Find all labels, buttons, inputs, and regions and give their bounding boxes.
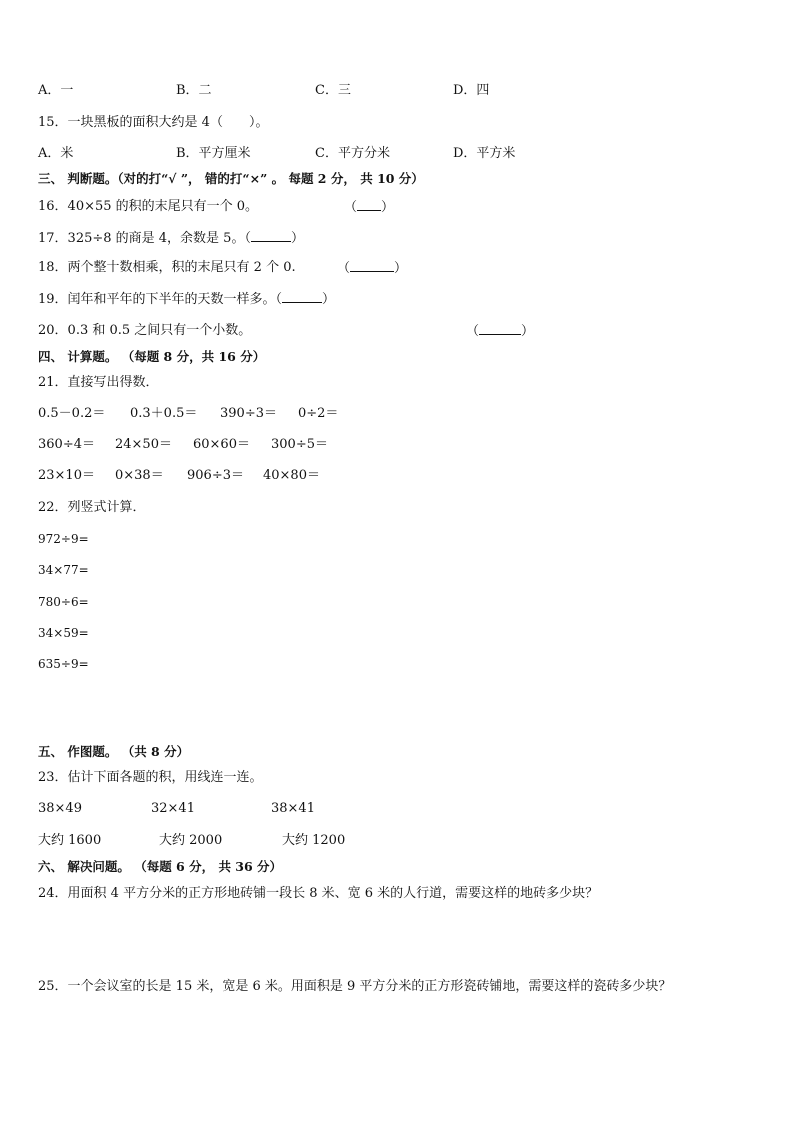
q19-text: 19．闰年和平年的下半年的天数一样多。（ (38, 292, 283, 307)
q18-paren-open: （ (337, 261, 351, 276)
q16-paren-open: （ (344, 200, 358, 215)
q21-item: 23×10＝ (38, 468, 95, 483)
q21-item: 60×60＝ (193, 437, 250, 452)
q19-paren-close: ） (322, 292, 336, 307)
q18-answer-blank[interactable] (337, 260, 407, 277)
q15-option-b: B．平方厘米 (176, 146, 251, 161)
q20-paren-open: （ (466, 324, 480, 339)
q23-expression: 32×41 (151, 801, 195, 816)
q17-line (38, 230, 304, 247)
q17-paren-close: ） (290, 231, 304, 246)
q15-option-c: C．平方分米 (315, 146, 390, 161)
q21-item: 0.3＋0.5＝ (130, 406, 198, 421)
q23-estimate: 大约 2000 (159, 833, 223, 848)
q16-answer-blank[interactable] (344, 199, 394, 216)
q16-blank-line (357, 199, 381, 211)
q16-text: 16．40×55 的积的末尾只有一个 0。 (38, 199, 259, 214)
section-3-title: 三、 判断题。（对的打“√ ”， 错的打“×” 。 每题 2 分， 共 10 分） (38, 171, 424, 186)
q18-text: 18．两个整十数相乘，积的末尾只有 2 个 0. (38, 260, 296, 275)
q25-text: 25．一个会议室的长是 15 米，宽是 6 米。用面积是 9 平方分米的正方形瓷砖铺地，需要这样的瓷砖多少块？ (38, 979, 672, 994)
q19-line (38, 291, 335, 308)
q14-option-a: A．一 (38, 83, 74, 98)
q14-option-d: D．四 (453, 83, 490, 98)
q20-answer-blank[interactable] (466, 323, 534, 340)
q21-item: 360÷4＝ (38, 437, 95, 452)
q21-item: 300÷5＝ (271, 437, 328, 452)
q22-item: 780÷6= (38, 595, 89, 609)
q18-blank-line (350, 260, 394, 272)
q23-expression: 38×41 (271, 801, 315, 816)
q20-text: 20．0.3 和 0.5 之间只有一个小数。 (38, 323, 252, 338)
q21-item: 0.5－0.2＝ (38, 406, 106, 421)
q23-estimate: 大约 1200 (282, 833, 346, 848)
q15-option-a: A．米 (38, 146, 74, 161)
q21-item: 0×38＝ (115, 468, 164, 483)
section-6-title: 六、 解决问题。 （每题 6 分， 共 36 分） (38, 859, 283, 874)
q22-item: 635÷9= (38, 657, 89, 671)
q21-item: 390÷3＝ (220, 406, 277, 421)
q20-paren-close: ） (521, 324, 535, 339)
q21-item: 0÷2＝ (298, 406, 339, 421)
q22-item: 34×77= (38, 563, 89, 577)
q20-blank-line (479, 323, 521, 335)
section-5-title: 五、 作图题。 （共 8 分） (38, 744, 190, 759)
q16-paren-close: ） (381, 200, 395, 215)
section-4-title: 四、 计算题。 （每题 8 分，共 16 分） (38, 349, 266, 364)
q22-item: 34×59= (38, 626, 89, 640)
q23-estimate: 大约 1600 (38, 833, 102, 848)
q21-item: 906÷3＝ (187, 468, 244, 483)
q21-item: 40×80＝ (263, 468, 320, 483)
q15-stem: 15．一块黑板的面积大约是 4（ ）。 (38, 115, 269, 130)
q22-stem: 22．列竖式计算． (38, 500, 146, 515)
q21-item: 24×50＝ (115, 437, 172, 452)
q21-stem: 21．直接写出得数． (38, 375, 159, 390)
q19-answer-blank[interactable] (282, 291, 322, 303)
q17-text: 17．325÷8 的商是 4，余数是 5。（ (38, 231, 251, 246)
q23-stem: 23．估计下面各题的积，用线连一连。 (38, 770, 263, 785)
q14-option-b: B．二 (176, 83, 212, 98)
q15-option-d: D．平方米 (453, 146, 516, 161)
q17-answer-blank[interactable] (251, 230, 291, 242)
q22-item: 972÷9= (38, 532, 89, 546)
q23-expression: 38×49 (38, 801, 82, 816)
q24-text: 24．用面积 4 平方分米的正方形地砖铺一段长 8 米、宽 6 米的人行道，需要这样的地砖多少块？ (38, 886, 599, 901)
q18-paren-close: ） (394, 261, 408, 276)
q14-option-c: C．三 (315, 83, 351, 98)
